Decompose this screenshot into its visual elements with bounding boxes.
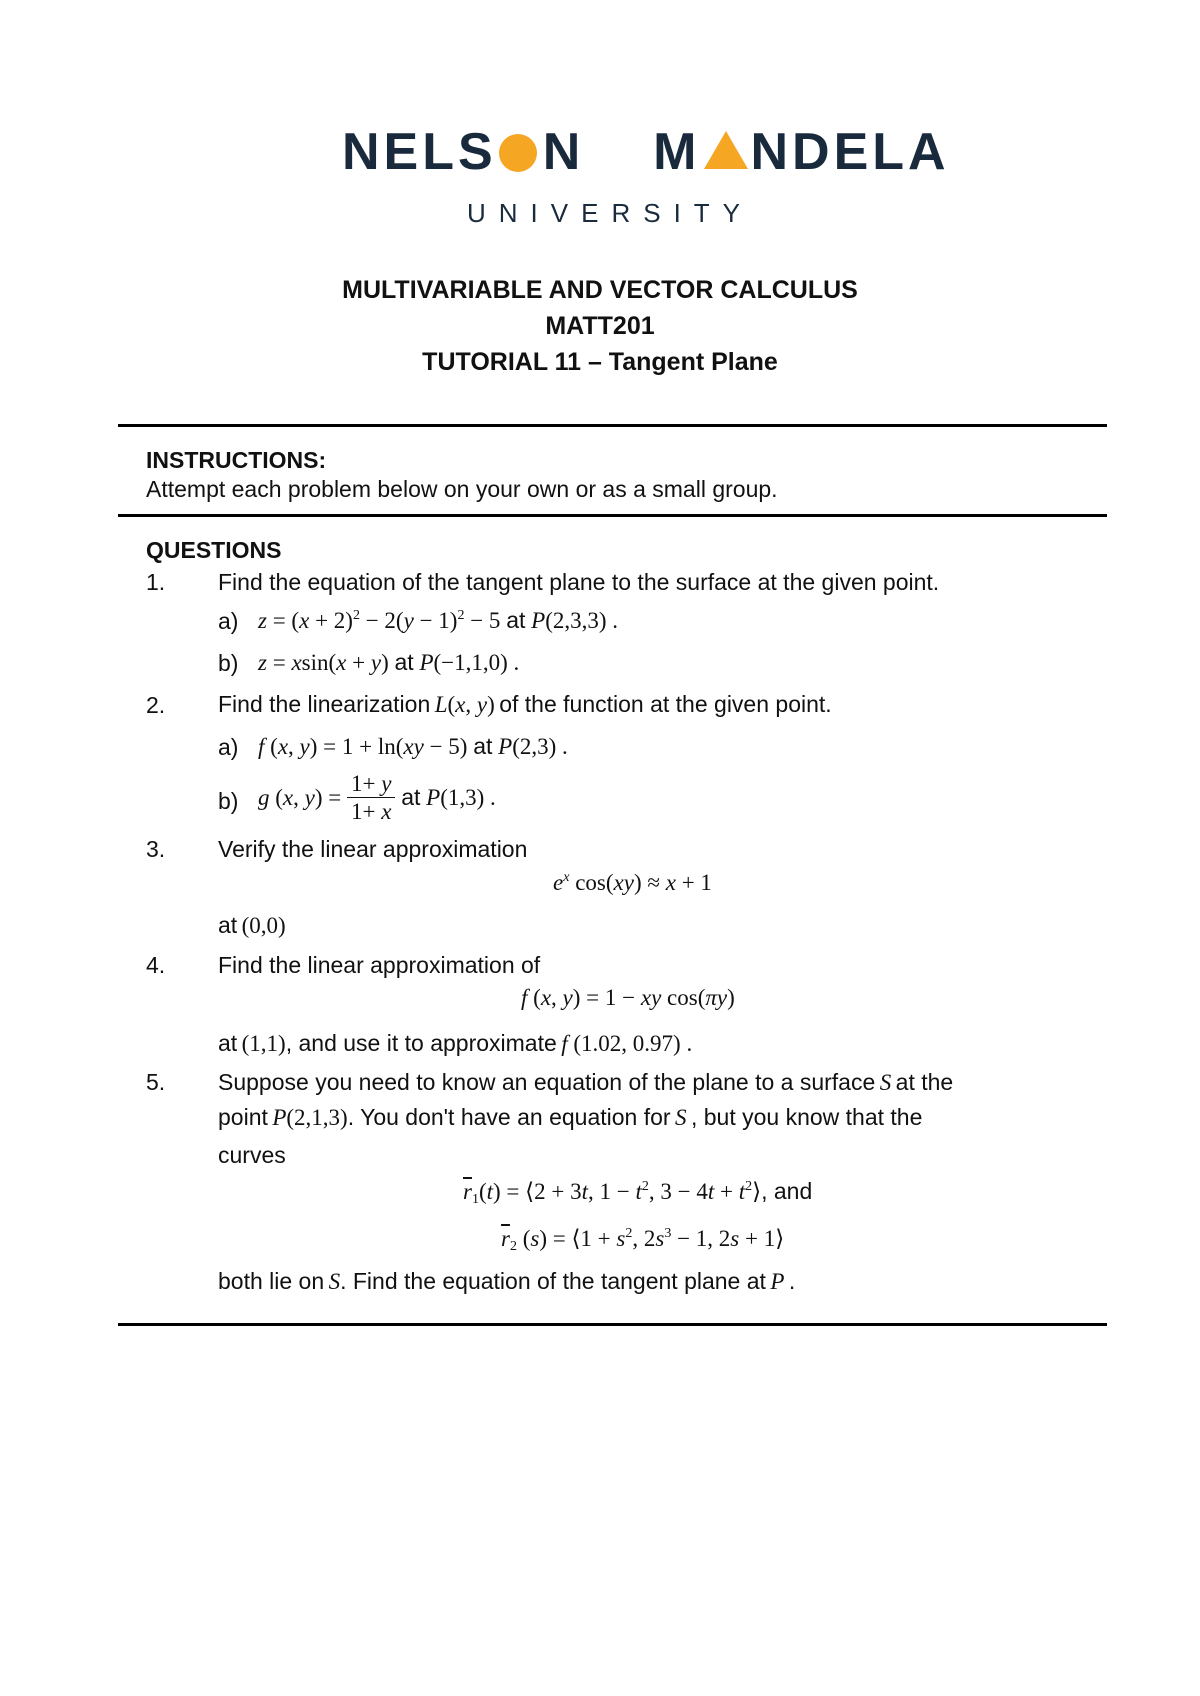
logo-wordmark (342, 123, 950, 181)
q2b-fraction: $\frac{1+ y}{1+ x}$ (347, 772, 395, 823)
q1b-at: at (394, 649, 414, 675)
q1b-equation: z = xsin(x + y) at P(−1,1,0) . (258, 649, 520, 675)
logo-text-ndela: NDELA (750, 123, 950, 181)
q2b-at: at (401, 784, 421, 810)
q2-text-before: Find the linearization (218, 691, 431, 717)
q5-curve-r2: $\overline{r}_2$ (s) = ⟨1 + $s^2$, $2s^3 - 1$, 2s + 1⟩ (501, 1226, 785, 1254)
q5-line1: Suppose you need to know an equation of the plane to a surface S at the (218, 1069, 954, 1095)
q5-and: , and (761, 1178, 813, 1204)
q2-text-after: of the function at the given point. (499, 691, 832, 717)
divider-middle (118, 514, 1107, 517)
course-header (0, 272, 1200, 380)
logo-text-n: N (542, 123, 585, 181)
q5-line1-before: Suppose you need to know an equation of the plane to a surface (218, 1069, 876, 1095)
q2b-equation: g (x, y) = $\frac{1+ y}{1+ x}$ at P(1,3) . (258, 771, 496, 824)
q4-text: Find the linear approximation of (218, 952, 541, 978)
q4-formula: f (x, y) = 1 − xy cos(πy) (521, 985, 735, 1010)
q1-text: Find the equation of the tangent plane to the surface at the given point. (218, 569, 940, 595)
q5-last-mid: . Find the equation of the tangent plane at (340, 1268, 766, 1294)
instructions-heading: INSTRUCTIONS: (146, 447, 327, 473)
q5-line2: point P(2,1,3). You don't have an equation for S , but you know that the (218, 1104, 923, 1130)
q1a-at: at (506, 607, 526, 633)
course-code: MATT201 (545, 312, 655, 340)
divider-bottom (118, 1323, 1107, 1326)
logo-sun-icon (499, 134, 537, 172)
q3-number: 3. (146, 836, 166, 862)
q3-text: Verify the linear approximation (218, 836, 528, 862)
q2a-equation: f (x, y) = 1 + ln(xy − 5) at P(2,3) . (258, 733, 568, 759)
q5-line2-before: point (218, 1104, 268, 1130)
q3-formula: $e^x$ cos(xy) ≈ x + 1 (553, 870, 712, 895)
logo-text-m: M (653, 123, 701, 181)
q5-line2-after: , but you know that the (690, 1104, 923, 1130)
university-logo (0, 0, 1200, 240)
q3-point: at (0,0) (218, 912, 286, 938)
q4-at: at (218, 1030, 238, 1056)
q2a-label: a) (218, 734, 239, 760)
logo-university: UNIVERSITY (467, 198, 754, 228)
q4-point-line: at (1,1), and use it to approximate f (1.02, 0.97) . (218, 1030, 693, 1056)
q5-last-line: both lie on S. Find the equation of the tangent plane at P . (218, 1268, 796, 1294)
q5-last-before: both lie on (218, 1268, 325, 1294)
questions-heading: QUESTIONS (146, 537, 282, 563)
q5-line3: curves (218, 1142, 286, 1168)
q2-number: 2. (146, 692, 166, 718)
q4-number: 4. (146, 952, 166, 978)
q5-line2-mid: . You don't have an equation for (347, 1104, 671, 1130)
q2a-at: at (473, 733, 493, 759)
q5-curve-r1: $\overline{r}_1(t)$ = ⟨2 + 3t, $1 - t^2$, $3 - 4t + t^2⟩$, and (463, 1178, 813, 1207)
q2b-label: b) (218, 788, 239, 814)
q5-number: 5. (146, 1069, 166, 1095)
q5-last-after: . (788, 1268, 796, 1294)
logo-text-nels: NELS (342, 123, 497, 181)
q4-text-mid: , and use it to approximate (285, 1030, 557, 1056)
q1a-label: a) (218, 608, 239, 634)
q1-number: 1. (146, 569, 166, 595)
q1b-label: b) (218, 650, 239, 676)
q5-line1-after: at the (895, 1069, 954, 1095)
instructions-text: Attempt each problem below on your own or as a small group. (146, 476, 778, 502)
logo-triangle-icon (704, 131, 748, 169)
q2-text: Find the linearization L(x, y) of the function at the given point. (218, 691, 832, 717)
tutorial-title: TUTORIAL 11 – Tangent Plane (422, 348, 778, 376)
divider-top (118, 424, 1107, 427)
q1a-equation: $z = (x + 2)^2 - 2(y - 1)^2 - 5$ at P(2,3,3) . (258, 607, 619, 633)
course-title: MULTIVARIABLE AND VECTOR CALCULUS (342, 276, 858, 304)
q3-at: at (218, 912, 238, 938)
